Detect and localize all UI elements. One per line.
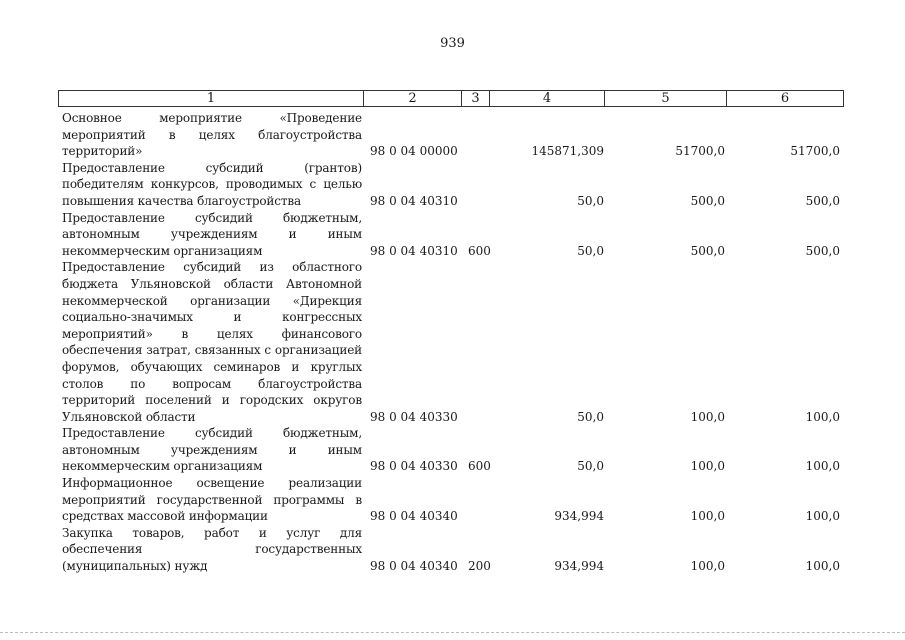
header-col-3: 3 (462, 91, 490, 106)
row-code: 98 0 04 40340 (370, 559, 458, 574)
row-description: Предоставление субсидий бюджетным, автономным учреждениям и иным некоммерческим организациям (62, 426, 362, 474)
table-row (62, 525, 844, 575)
row-value-col4: 934,994 (554, 509, 604, 524)
row-code: 98 0 04 40340 (370, 509, 458, 524)
row-value-col4: 50,0 (577, 243, 604, 258)
row-value-col5: 100,0 (690, 559, 725, 574)
row-code: 98 0 04 00000 (370, 144, 458, 159)
row-description: Основное мероприятие «Проведение мероприятий в целях благоустройства территорий» (62, 111, 362, 159)
row-value-col5: 100,0 (690, 409, 725, 424)
row-description: Предоставление субсидий (грантов) победителям конкурсов, проводимых с целью повышения качества благоустройства (62, 160, 362, 208)
row-value-col4: 50,0 (577, 409, 604, 424)
row-value-col6: 100,0 (805, 559, 840, 574)
table-header (58, 90, 844, 107)
row-value-col6: 51700,0 (790, 144, 840, 159)
table-row (62, 110, 844, 160)
row-value-col4: 145871,309 (531, 144, 604, 159)
row-type: 600 (468, 243, 491, 258)
table-row (62, 475, 844, 525)
row-value-col6: 500,0 (805, 193, 840, 208)
row-description: Информационное освещение реализации мероприятий государственной программы в средствах массовой информации (62, 476, 362, 524)
header-col-5: 5 (605, 91, 727, 106)
table-row (62, 160, 844, 210)
row-type: 600 (468, 459, 491, 474)
table-row (62, 425, 844, 475)
table-row (62, 259, 844, 425)
row-value-col5: 500,0 (690, 243, 725, 258)
table-row (62, 210, 844, 260)
header-col-1: 1 (59, 91, 364, 106)
row-value-col4: 50,0 (577, 193, 604, 208)
row-value-col5: 500,0 (690, 193, 725, 208)
row-type: 200 (468, 559, 491, 574)
row-code: 98 0 04 40310 (370, 243, 458, 258)
header-col-6: 6 (780, 91, 790, 106)
row-value-col4: 50,0 (577, 459, 604, 474)
row-value-col6: 500,0 (805, 243, 840, 258)
row-value-col6: 100,0 (805, 509, 840, 524)
row-code: 98 0 04 40330 (370, 459, 458, 474)
row-value-col4: 934,994 (554, 559, 604, 574)
header-col-2: 2 (364, 91, 462, 106)
row-code: 98 0 04 40330 (370, 409, 458, 424)
row-description: Предоставление субсидий бюджетным, автономным учреждениям и иным некоммерческим организациям (62, 210, 362, 258)
row-value-col5: 100,0 (690, 509, 725, 524)
row-value-col5: 100,0 (690, 459, 725, 474)
row-value-col5: 51700,0 (675, 144, 725, 159)
scan-edge-divider (0, 632, 905, 633)
page-number: 939 (440, 36, 465, 51)
header-col-4: 4 (490, 91, 605, 106)
row-description: Предоставление субсидий из областного бюджета Ульяновской области Автономной некоммерческой организации «Дирекция социально-значимых и конгрессных мероприятий» в целях финансового обеспечения затрат, связанных с организацией форумов, обучающих семинаров и круглых столов по вопросам благоустройства территорий поселений и городских округов Ульяновской области (62, 260, 362, 424)
row-value-col6: 100,0 (805, 409, 840, 424)
table-body (62, 110, 844, 575)
row-code: 98 0 04 40310 (370, 193, 458, 208)
row-value-col6: 100,0 (805, 459, 840, 474)
row-description: Закупка товаров, работ и услуг для обеспечения государственных (муниципальных) нужд (62, 525, 362, 574)
